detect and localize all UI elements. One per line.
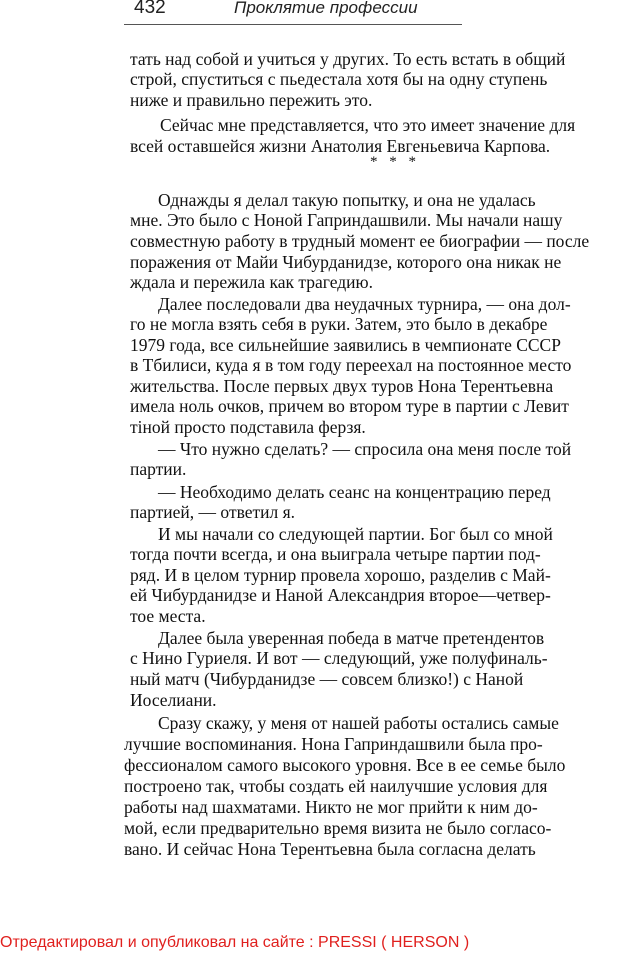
text-line: поражения от Майи Чибурданидзе, которого она никак не <box>130 252 562 272</box>
text-line: работы над шахматами. Никто не мог прийти к ним до- <box>124 797 538 817</box>
text-line: ждала и пережила как трагедию. <box>130 272 373 292</box>
text-line: Далее последовали два неудачных турнира, — она дол- <box>158 294 571 314</box>
text-line: ный матч (Чибурданидзе — совсем близко!) с Наной <box>130 669 524 689</box>
text-line: ей Чибурданидзе и Наной Александрия второе—четвер- <box>130 585 551 605</box>
text-line: ниже и правильно пережить это. <box>130 90 373 110</box>
text-line: партией, — ответил я. <box>130 502 296 522</box>
text-line: тать над собой и учиться у других. То есть встать в общий <box>130 49 566 69</box>
text-line: всей оставшейся жизни Анатолия Евгеньевича Карпова. <box>130 136 551 156</box>
text-line: Далее была уверенная победа в матче претендентов <box>158 628 545 648</box>
footer-credit: Отредактировал и опубликовал на сайте : PRESSI ( HERSON ) <box>0 934 470 951</box>
text-line: мой, если предварительно время визита не было согласо- <box>124 818 552 838</box>
text-line: строй, спуститься с пьедестала хотя бы на одну ступень <box>130 69 548 89</box>
text-line: Сразу скажу, у меня от нашей работы остались самые <box>158 713 559 733</box>
text-line: построено так, чтобы создать ей наилучшие условия для <box>124 776 548 796</box>
text-line: го не могла взять себя в руки. Затем, это было в декабре <box>130 314 548 334</box>
text-line: с Нино Гуриеля. И вот — следующий, уже полуфиналь- <box>130 648 548 668</box>
text-line: партии. <box>130 459 187 479</box>
text-line: вано. И сейчас Нона Терентьевна была согласна делать <box>124 839 536 859</box>
text-line: совместную работу в трудный момент ее биографии — после <box>130 231 590 251</box>
text-line: 1979 года, все сильнейшие заявились в чемпионате СССР <box>130 335 561 355</box>
text-line: имела ноль очков, причем во втором туре в партии с Левит <box>130 396 569 416</box>
text-line: тогда почти всегда, и она выиграла четыре партии под- <box>130 544 541 564</box>
text-line: ряд. И в целом турнир провела хорошо, разделив с Май- <box>130 565 551 585</box>
text-line: в Тбилиси, куда я в том году переехал на постоянное место <box>130 355 572 375</box>
section-separator: * * * <box>370 154 420 170</box>
text-line: тіной просто подставила ферзя. <box>130 417 366 437</box>
page-number: 432 <box>134 0 166 18</box>
text-line: тое места. <box>130 606 206 626</box>
text-line: жительства. После первых двух туров Нона Терентьевна <box>130 376 554 396</box>
running-title: Проклятие профессии <box>234 0 418 17</box>
text-line: Иоселиани. <box>130 690 217 710</box>
text-line: лучшие воспоминания. Нона Гаприндашвили была про- <box>124 734 543 754</box>
text-line: мне. Это было с Ноной Гаприндашвили. Мы начали нашу <box>130 210 563 230</box>
text-line: Однажды я делал такую попытку, и она не удалась <box>158 190 536 210</box>
text-line: — Что нужно сделать? — спросила она меня после той <box>158 439 572 459</box>
text-line: И мы начали со следующей партии. Бог был со мной <box>158 524 553 544</box>
text-line: — Необходимо делать сеанс на концентрацию перед <box>158 482 551 502</box>
text-line: фессионалом самого высокого уровня. Все в ее семье было <box>124 755 566 775</box>
text-line: Сейчас мне представляется, что это имеет значение для <box>160 115 576 135</box>
